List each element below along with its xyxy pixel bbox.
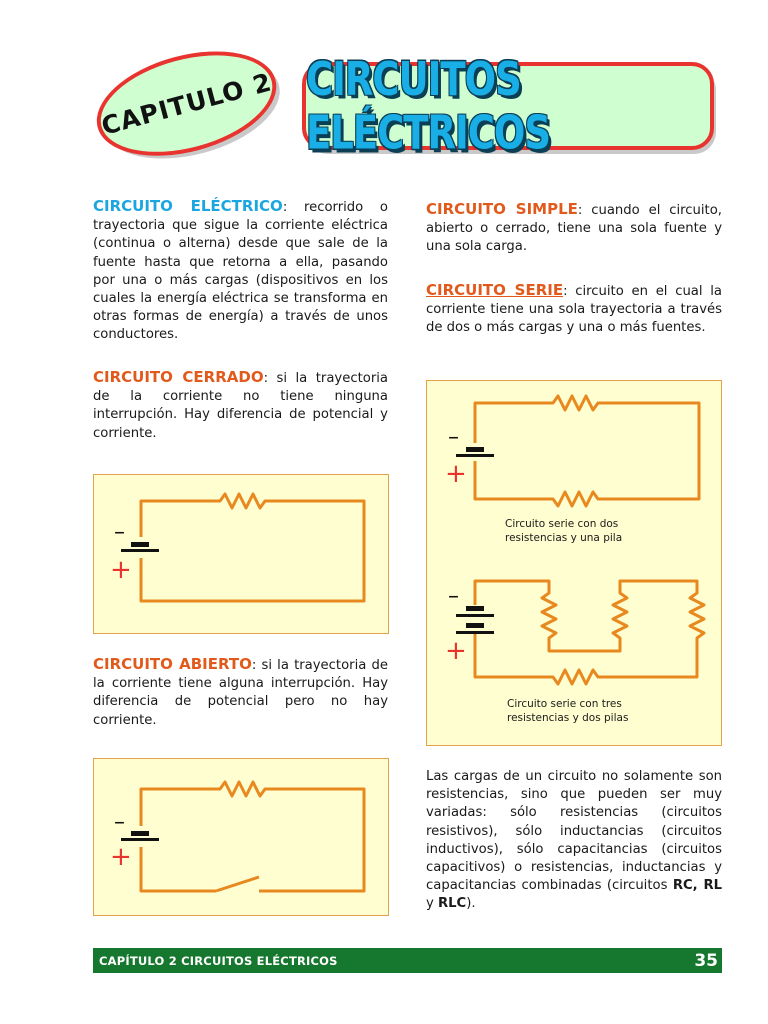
def-circuito-cerrado-text: : si la trayectoria de la corriente no tiene ninguna interrupción. Hay diferencia de potencial y corriente.: [93, 371, 388, 441]
page-number: 35: [694, 950, 718, 971]
def-circuito-abierto: [93, 655, 388, 730]
battery-short-plate: [131, 542, 149, 547]
def-circuito-abierto-text: : si la trayectoria de la corriente tiene alguna interrupción. Hay diferencia de potencial pero no hay corriente.: [93, 658, 388, 728]
cargas-text-pre: Las cargas de un circuito no solamente son resistencias, sino que pueden ser muy variadas: sólo resistencias (circuitos resistivos), sólo inductancias (circuitos inductivos), sólo capacitancias (circuitos capacitivos) o resistencias, inductancias y capacitancias combinadas (circuitos: [426, 769, 722, 894]
c1-minus: –: [448, 425, 459, 450]
series-circuit-2-wires: [475, 581, 704, 684]
title-banner-box: [302, 52, 714, 160]
cargas-text-post: ).: [466, 896, 476, 912]
battery-short-plate: [131, 831, 149, 836]
chapter-label: CAPITULO 2: [98, 66, 275, 141]
def-circuito-simple-text: : cuando el circuito, abierto o cerrado, tiene una sola fuente y una sola carga.: [426, 203, 722, 255]
chapter-badge-oval: [85, 33, 288, 173]
cargas-rlc: RLC: [438, 896, 467, 912]
caption-series-2: Circuito serie con tres resistencias y dos pilas: [507, 698, 629, 724]
term-circuito-cerrado: CIRCUITO CERRADO: [93, 368, 264, 386]
page-footer: [93, 948, 722, 973]
term-circuito-serie: CIRCUITO SERIE: [426, 281, 564, 299]
title-banner: [302, 52, 716, 160]
def-circuito-serie: [426, 281, 722, 338]
closed-circuit-figure: [93, 474, 389, 634]
plus-sign: +: [110, 842, 132, 872]
series-circuits-figure: [426, 380, 722, 746]
cargas-text-mid: y: [426, 896, 438, 912]
term-circuito-abierto: CIRCUITO ABIERTO: [93, 655, 252, 673]
chapter-badge: [85, 32, 292, 177]
def-circuito-cerrado: [93, 368, 388, 443]
footer-title: CAPÍTULO 2 CIRCUITOS ELÉCTRICOS: [99, 953, 338, 968]
battery-long-plate: [121, 838, 159, 841]
plus-sign: +: [110, 555, 132, 585]
battery-long-plate: [121, 549, 159, 552]
c1-battery-short: [466, 447, 484, 452]
wire-return: [141, 847, 216, 891]
def-circuito-electrico: [93, 197, 388, 345]
c2-minus: –: [448, 584, 459, 609]
term-circuito-simple: CIRCUITO SIMPLE: [426, 200, 578, 218]
def-circuito-simple: [426, 200, 722, 257]
wire-top: [141, 494, 364, 601]
cargas-rc-rl: RC, RL: [672, 878, 722, 894]
open-circuit-diagram: [94, 759, 390, 917]
cargas-paragraph: [426, 768, 722, 914]
c2-battery1-long: [456, 614, 494, 617]
c1-battery-long: [456, 454, 494, 457]
minus-sign: –: [114, 520, 125, 545]
series-circuits-diagram: [427, 381, 723, 747]
c2-battery2-long: [456, 631, 494, 634]
caption-series-1: Circuito serie con dos resistencias y una pila: [505, 518, 623, 544]
wire-main: [141, 782, 364, 891]
series-circuit-1-wires: [475, 396, 699, 506]
open-circuit-figure: [93, 758, 389, 916]
closed-circuit-diagram: [94, 475, 390, 635]
c2-plus: +: [445, 636, 467, 666]
closed-circuit-wires: [141, 494, 364, 601]
def-circuito-electrico-text: : recorrido o trayectoria que sigue la corriente eléctrica (continua o alterna) desde que sale de la fuente hasta que retorna a ella, pasando por una o más cargas (dispositivos en los cuales la energía eléctrica se transforma en otras formas de energía) a través de unos conductores.: [93, 200, 388, 343]
page-title: CIRCUITOS ELÉCTRICOS: [306, 52, 551, 160]
c1-plus: +: [445, 459, 467, 489]
minus-sign: –: [114, 810, 125, 835]
term-circuito-electrico: CIRCUITO ELÉCTRICO: [93, 197, 283, 215]
def-circuito-serie-text: : circuito en el cual la corriente tiene una sola trayectoria a través de dos o más cargas y una o más fuentes.: [426, 284, 723, 336]
c2-battery1-short: [466, 606, 484, 611]
c2-battery2-short: [466, 623, 484, 628]
switch-lever: [216, 877, 259, 891]
